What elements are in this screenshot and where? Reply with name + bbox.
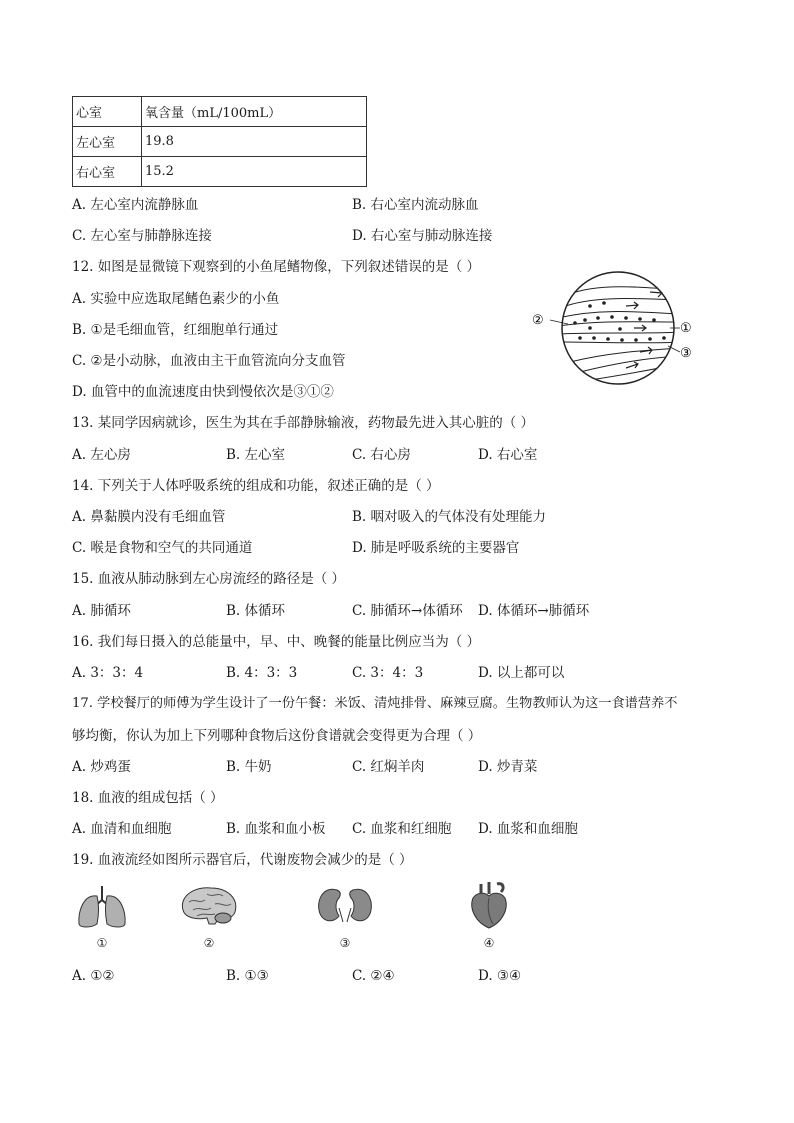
table-cell: 15.2 [142, 157, 367, 187]
q17-stem-line2: 够均衡，你认为加上下列哪种食物后这份食谱就会变得更为合理（ ） [72, 728, 482, 744]
q15-option-c: C. 肺循环→体循环 [352, 603, 463, 619]
figure-label-1: ① [680, 321, 692, 336]
q18-stem: 18. 血液的组成包括（ ） [72, 790, 224, 806]
q18-option-b: B. 血浆和血小板 [226, 821, 326, 837]
table-cell: 19.8 [142, 127, 367, 157]
kidneys-icon [315, 884, 375, 930]
q12-option-b: B. ①是毛细血管，红细胞单行通过 [72, 322, 279, 338]
q13-option-a: A. 左心房 [72, 447, 131, 463]
brain-icon [177, 884, 241, 930]
table-header-row [73, 97, 367, 127]
q18-option-a: A. 血清和血细胞 [72, 821, 172, 837]
q14-option-c: C. 喉是食物和空气的共同通道 [72, 540, 253, 556]
organ-label-4: ④ [483, 936, 495, 950]
q16-option-d: D. 以上都可以 [478, 665, 565, 681]
q16-option-c: C. 3：4：3 [352, 665, 424, 681]
q13-option-c: C. 右心房 [352, 447, 411, 463]
q14-option-b: B. 咽对吸入的气体没有处理能力 [352, 509, 547, 525]
q16-option-b: B. 4：3：3 [226, 665, 298, 681]
q19-stem: 19. 血液流经如图所示器官后，代谢废物会减少的是（ ） [72, 852, 413, 868]
organ-kidneys [314, 884, 376, 950]
table-cell: 氧含量（mL/100mL） [142, 97, 367, 127]
q19-option-b: B. ①③ [226, 968, 269, 984]
organ-lungs [74, 884, 130, 950]
q19-option-d: D. ③④ [478, 968, 522, 984]
q19-option-c: C. ②④ [352, 968, 395, 984]
q11-option-a: A. 左心室内流静脉血 [72, 197, 199, 213]
table-cell: 右心室 [73, 157, 142, 187]
q17-option-a: A. 炒鸡蛋 [72, 759, 131, 775]
q12-stem: 12. 如图是显微镜下观察到的小鱼尾鳍物像，下列叙述错误的是（ ） [72, 259, 481, 275]
q15-stem: 15. 血液从肺动脉到左心房流经的路径是（ ） [72, 571, 346, 587]
q14-stem: 14. 下列关于人体呼吸系统的组成和功能，叙述正确的是（ ） [72, 478, 440, 494]
q12-option-c: C. ②是小动脉，血液由主干血管流向分支血管 [72, 353, 346, 369]
q14-option-d: D. 肺是呼吸系统的主要器官 [352, 540, 520, 556]
organ-heart [462, 880, 516, 950]
q13-stem: 13. 某同学因病就诊，医生为其在手部静脉输液，药物最先进入其心脏的（ ） [72, 415, 535, 431]
q17-option-d: D. 炒青菜 [478, 759, 538, 775]
organ-label-1: ① [96, 936, 108, 950]
q12-option-a: A. 实验中应选取尾鳍色素少的小鱼 [72, 291, 280, 307]
q11-option-d: D. 右心室与肺动脉连接 [352, 228, 493, 244]
q15-option-a: A. 肺循环 [72, 603, 131, 619]
q17-option-c: C. 红焖羊肉 [352, 759, 425, 775]
q12-option-d: D. 血管中的血流速度由快到慢依次是③①② [72, 384, 334, 400]
q11-option-c: C. 左心室与肺静脉连接 [72, 228, 212, 244]
table-row [73, 157, 367, 187]
q11-option-b: B. 右心室内流动脉血 [352, 197, 479, 213]
q16-option-a: A. 3：3：4 [72, 665, 144, 681]
organ-brain [176, 884, 242, 950]
q17-stem-line1: 17. 学校餐厅的师傅为学生设计了一份午餐：米饭、清炖排骨、麻辣豆腐。生物教师认为这一食谱营养不 [72, 696, 678, 711]
figure-label-3: ③ [680, 346, 692, 361]
q14-option-a: A. 鼻黏膜内没有毛细血管 [72, 509, 226, 525]
q17-option-b: B. 牛奶 [226, 759, 272, 775]
fish-tail-microscope-figure [530, 268, 710, 388]
q13-option-b: B. 左心室 [226, 447, 286, 463]
q15-option-b: B. 体循环 [226, 603, 286, 619]
table-cell: 心室 [73, 97, 142, 127]
heart-icon [463, 880, 515, 930]
organ-label-2: ② [203, 936, 215, 950]
table-cell: 左心室 [73, 127, 142, 157]
q19-option-a: A. ①② [72, 968, 115, 984]
figure-label-2: ② [532, 313, 544, 328]
q16-stem: 16. 我们每日摄入的总能量中，早、中、晚餐的能量比例应当为（ ） [72, 634, 481, 650]
oxygen-table [72, 96, 367, 187]
lungs-icon [75, 884, 129, 930]
organ-label-3: ③ [339, 936, 351, 950]
q13-option-d: D. 右心室 [478, 447, 538, 463]
q18-option-c: C. 血浆和红细胞 [352, 821, 452, 837]
q18-option-d: D. 血浆和血细胞 [478, 821, 578, 837]
q15-option-d: D. 体循环→肺循环 [478, 603, 590, 619]
table-row [73, 127, 367, 157]
